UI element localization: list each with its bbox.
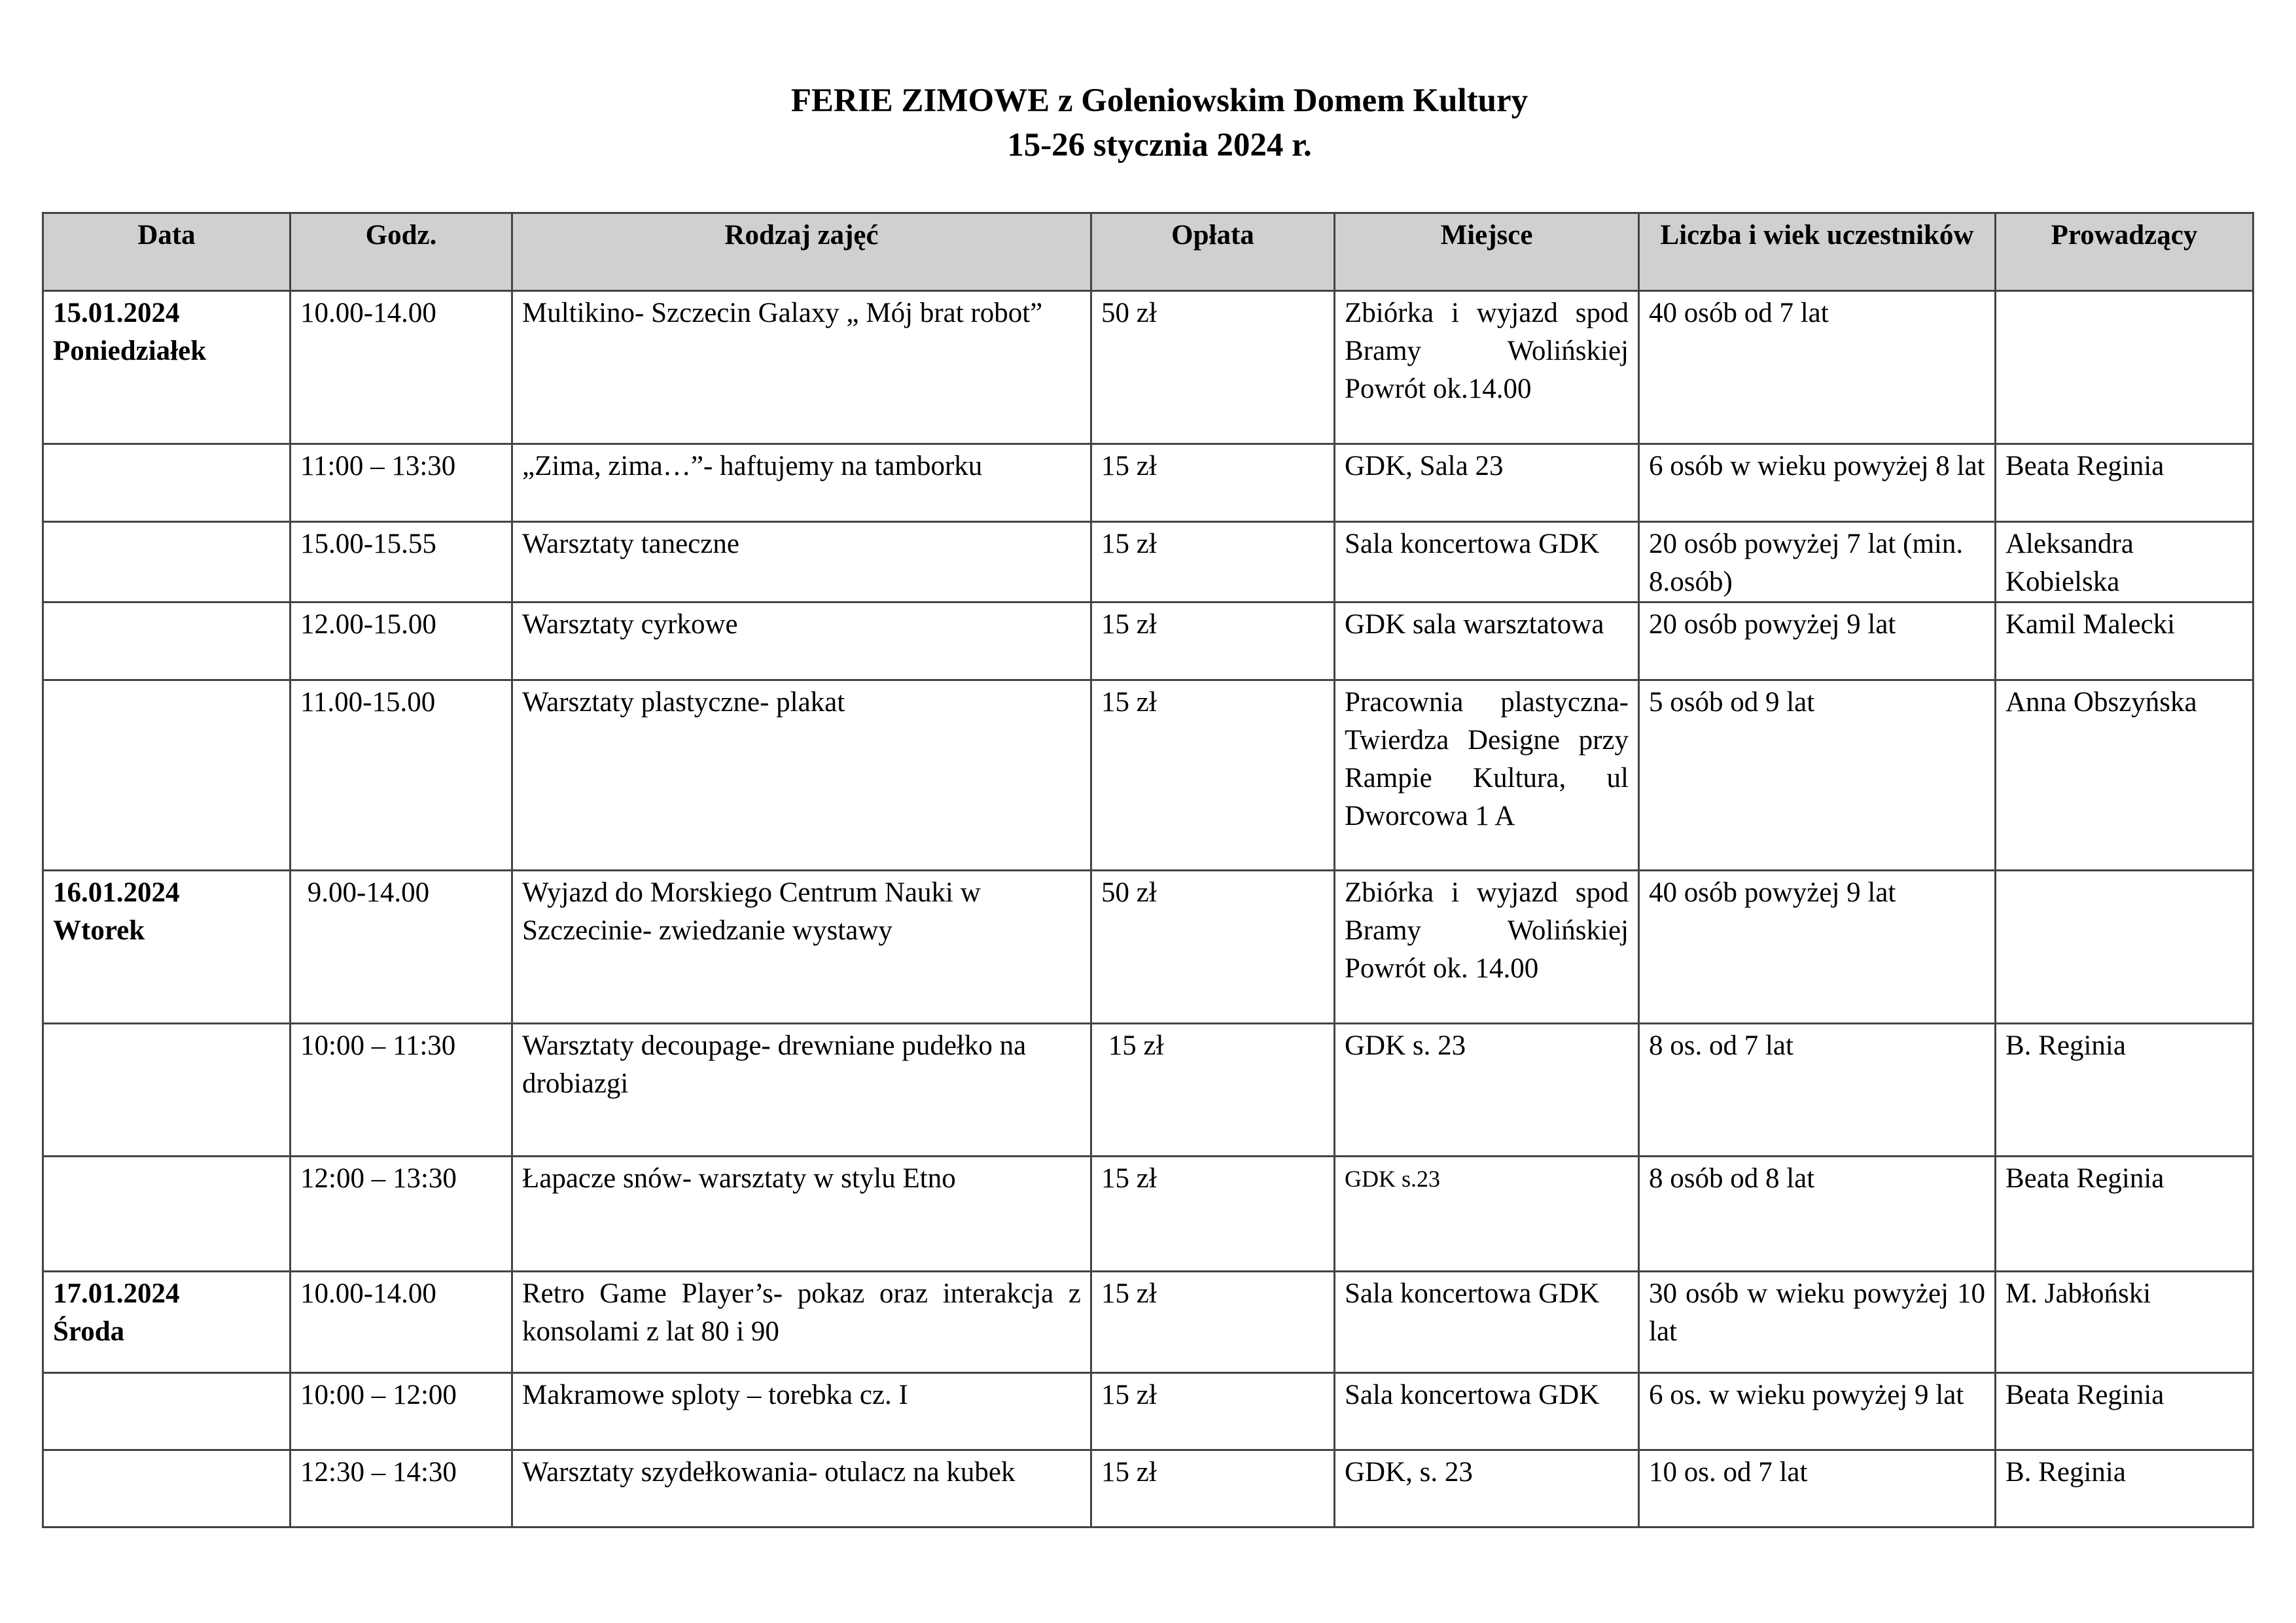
fee-cell: 15 zł bbox=[1091, 1373, 1335, 1450]
header-miejsce: Miejsce bbox=[1335, 213, 1639, 291]
table-header-row bbox=[43, 213, 2253, 291]
leader-cell: Kamil Malecki bbox=[1996, 602, 2253, 680]
fee-cell: 15 zł bbox=[1091, 444, 1335, 522]
day-date: 16.01.2024 bbox=[53, 877, 180, 908]
day-date: 15.01.2024 bbox=[53, 298, 180, 328]
table-row bbox=[43, 1272, 2253, 1373]
table-row bbox=[43, 1024, 2253, 1157]
activity-cell: Multikino- Szczecin Galaxy „ Mój brat robot” bbox=[512, 291, 1091, 444]
participants-cell: 40 osób od 7 lat bbox=[1639, 291, 1996, 444]
day-date: 17.01.2024 bbox=[53, 1278, 180, 1309]
day-cell bbox=[43, 1157, 291, 1272]
day-cell bbox=[43, 1272, 291, 1373]
page-title: FERIE ZIMOWE z Goleniowskim Domem Kultury bbox=[790, 82, 1528, 119]
leader-cell bbox=[1996, 871, 2253, 1024]
participants-cell: 6 os. w wieku powyżej 9 lat bbox=[1639, 1373, 1996, 1450]
time-cell: 9.00-14.00 bbox=[291, 871, 512, 1024]
day-weekday: Poniedziałek bbox=[53, 336, 207, 366]
time-cell: 10.00-14.00 bbox=[291, 1272, 512, 1373]
place-cell: GDK s.23 bbox=[1335, 1157, 1639, 1272]
participants-cell: 8 osób od 8 lat bbox=[1639, 1157, 1996, 1272]
fee-cell: 15 zł bbox=[1091, 1450, 1335, 1527]
time-cell: 10:00 – 12:00 bbox=[291, 1373, 512, 1450]
activity-cell: Warsztaty cyrkowe bbox=[512, 602, 1091, 680]
time-cell: 12.00-15.00 bbox=[291, 602, 512, 680]
header-godz: Godz. bbox=[291, 213, 512, 291]
page-subtitle: 15-26 stycznia 2024 r. bbox=[1007, 127, 1312, 164]
place-cell: Sala koncertowa GDK bbox=[1335, 1272, 1639, 1373]
fee-cell: 50 zł bbox=[1091, 871, 1335, 1024]
place-cell: Pracownia plastyczna- Twierdza Designe przy Rampie Kultura, ul Dworcowa 1 A bbox=[1335, 680, 1639, 871]
place-cell: GDK s. 23 bbox=[1335, 1024, 1639, 1157]
header-liczba: Liczba i wiek uczestników bbox=[1639, 213, 1996, 291]
fee-cell: 50 zł bbox=[1091, 291, 1335, 444]
time-cell: 11.00-15.00 bbox=[291, 680, 512, 871]
place-cell: GDK, Sala 23 bbox=[1335, 444, 1639, 522]
table-row bbox=[43, 1157, 2253, 1272]
time-cell: 10.00-14.00 bbox=[291, 291, 512, 444]
fee-cell: 15 zł bbox=[1091, 1272, 1335, 1373]
place-cell: Zbiórka i wyjazd spod Bramy Wolińskiej Powrót ok. 14.00 bbox=[1335, 871, 1639, 1024]
header-rodzaj: Rodzaj zajęć bbox=[512, 213, 1091, 291]
activity-cell: Łapacze snów- warsztaty w stylu Etno bbox=[512, 1157, 1091, 1272]
participants-cell: 40 osób powyżej 9 lat bbox=[1639, 871, 1996, 1024]
participants-cell: 6 osób w wieku powyżej 8 lat bbox=[1639, 444, 1996, 522]
place-cell: GDK sala warsztatowa bbox=[1335, 602, 1639, 680]
header-prowadzacy: Prowadzący bbox=[1996, 213, 2253, 291]
activity-cell: „Zima, zima…”- haftujemy na tamborku bbox=[512, 444, 1091, 522]
header-data: Data bbox=[43, 213, 291, 291]
participants-cell: 10 os. od 7 lat bbox=[1639, 1450, 1996, 1527]
table-row bbox=[43, 871, 2253, 1024]
time-cell: 10:00 – 11:30 bbox=[291, 1024, 512, 1157]
time-cell: 12:30 – 14:30 bbox=[291, 1450, 512, 1527]
day-cell bbox=[43, 1450, 291, 1527]
leader-cell bbox=[1996, 291, 2253, 444]
table-row bbox=[43, 680, 2253, 871]
leader-cell: Beata Reginia bbox=[1996, 1157, 2253, 1272]
day-cell bbox=[43, 444, 291, 522]
place-cell: Zbiórka i wyjazd spod Bramy Wolińskiej Powrót ok.14.00 bbox=[1335, 291, 1639, 444]
fee-cell: 15 zł bbox=[1091, 522, 1335, 602]
activity-cell: Warsztaty decoupage- drewniane pudełko na drobiazgi bbox=[512, 1024, 1091, 1157]
time-cell: 12:00 – 13:30 bbox=[291, 1157, 512, 1272]
day-cell bbox=[43, 522, 291, 602]
table-row bbox=[43, 291, 2253, 444]
participants-cell: 30 osób w wieku powyżej 10 lat bbox=[1639, 1272, 1996, 1373]
activity-cell: Makramowe sploty – torebka cz. I bbox=[512, 1373, 1091, 1450]
place-cell: Sala koncertowa GDK bbox=[1335, 522, 1639, 602]
leader-cell: Beata Reginia bbox=[1996, 444, 2253, 522]
leader-cell: B. Reginia bbox=[1996, 1024, 2253, 1157]
day-cell bbox=[43, 1024, 291, 1157]
table-row bbox=[43, 444, 2253, 522]
leader-cell: Anna Obszyńska bbox=[1996, 680, 2253, 871]
activity-cell: Retro Game Player’s- pokaz oraz interakcja z konsolami z lat 80 i 90 bbox=[512, 1272, 1091, 1373]
time-cell: 15.00-15.55 bbox=[291, 522, 512, 602]
day-cell bbox=[43, 291, 291, 444]
activity-cell: Wyjazd do Morskiego Centrum Nauki w Szczecinie- zwiedzanie wystawy bbox=[512, 871, 1091, 1024]
place-cell: Sala koncertowa GDK bbox=[1335, 1373, 1639, 1450]
day-cell bbox=[43, 871, 291, 1024]
day-weekday: Wtorek bbox=[53, 915, 145, 946]
day-weekday: Środa bbox=[53, 1316, 125, 1347]
fee-cell: 15 zł bbox=[1091, 680, 1335, 871]
participants-cell: 5 osób od 9 lat bbox=[1639, 680, 1996, 871]
day-cell bbox=[43, 680, 291, 871]
leader-cell: Beata Reginia bbox=[1996, 1373, 2253, 1450]
day-cell bbox=[43, 602, 291, 680]
header-oplata: Opłata bbox=[1091, 213, 1335, 291]
leader-cell: Aleksandra Kobielska bbox=[1996, 522, 2253, 602]
fee-cell: 15 zł bbox=[1091, 1157, 1335, 1272]
table-row bbox=[43, 522, 2253, 602]
activity-cell: Warsztaty szydełkowania- otulacz na kubek bbox=[512, 1450, 1091, 1527]
fee-cell: 15 zł bbox=[1091, 1024, 1335, 1157]
day-cell bbox=[43, 1373, 291, 1450]
schedule-table bbox=[42, 212, 2254, 1528]
table-row bbox=[43, 1450, 2253, 1527]
leader-cell: M. Jabłoński bbox=[1996, 1272, 2253, 1373]
participants-cell: 8 os. od 7 lat bbox=[1639, 1024, 1996, 1157]
fee-cell: 15 zł bbox=[1091, 602, 1335, 680]
participants-cell: 20 osób powyżej 7 lat (min. 8.osób) bbox=[1639, 522, 1996, 602]
activity-cell: Warsztaty plastyczne- plakat bbox=[512, 680, 1091, 871]
table-row bbox=[43, 602, 2253, 680]
leader-cell: B. Reginia bbox=[1996, 1450, 2253, 1527]
activity-cell: Warsztaty taneczne bbox=[512, 522, 1091, 602]
participants-cell: 20 osób powyżej 9 lat bbox=[1639, 602, 1996, 680]
time-cell: 11:00 – 13:30 bbox=[291, 444, 512, 522]
table-row bbox=[43, 1373, 2253, 1450]
place-cell: GDK, s. 23 bbox=[1335, 1450, 1639, 1527]
